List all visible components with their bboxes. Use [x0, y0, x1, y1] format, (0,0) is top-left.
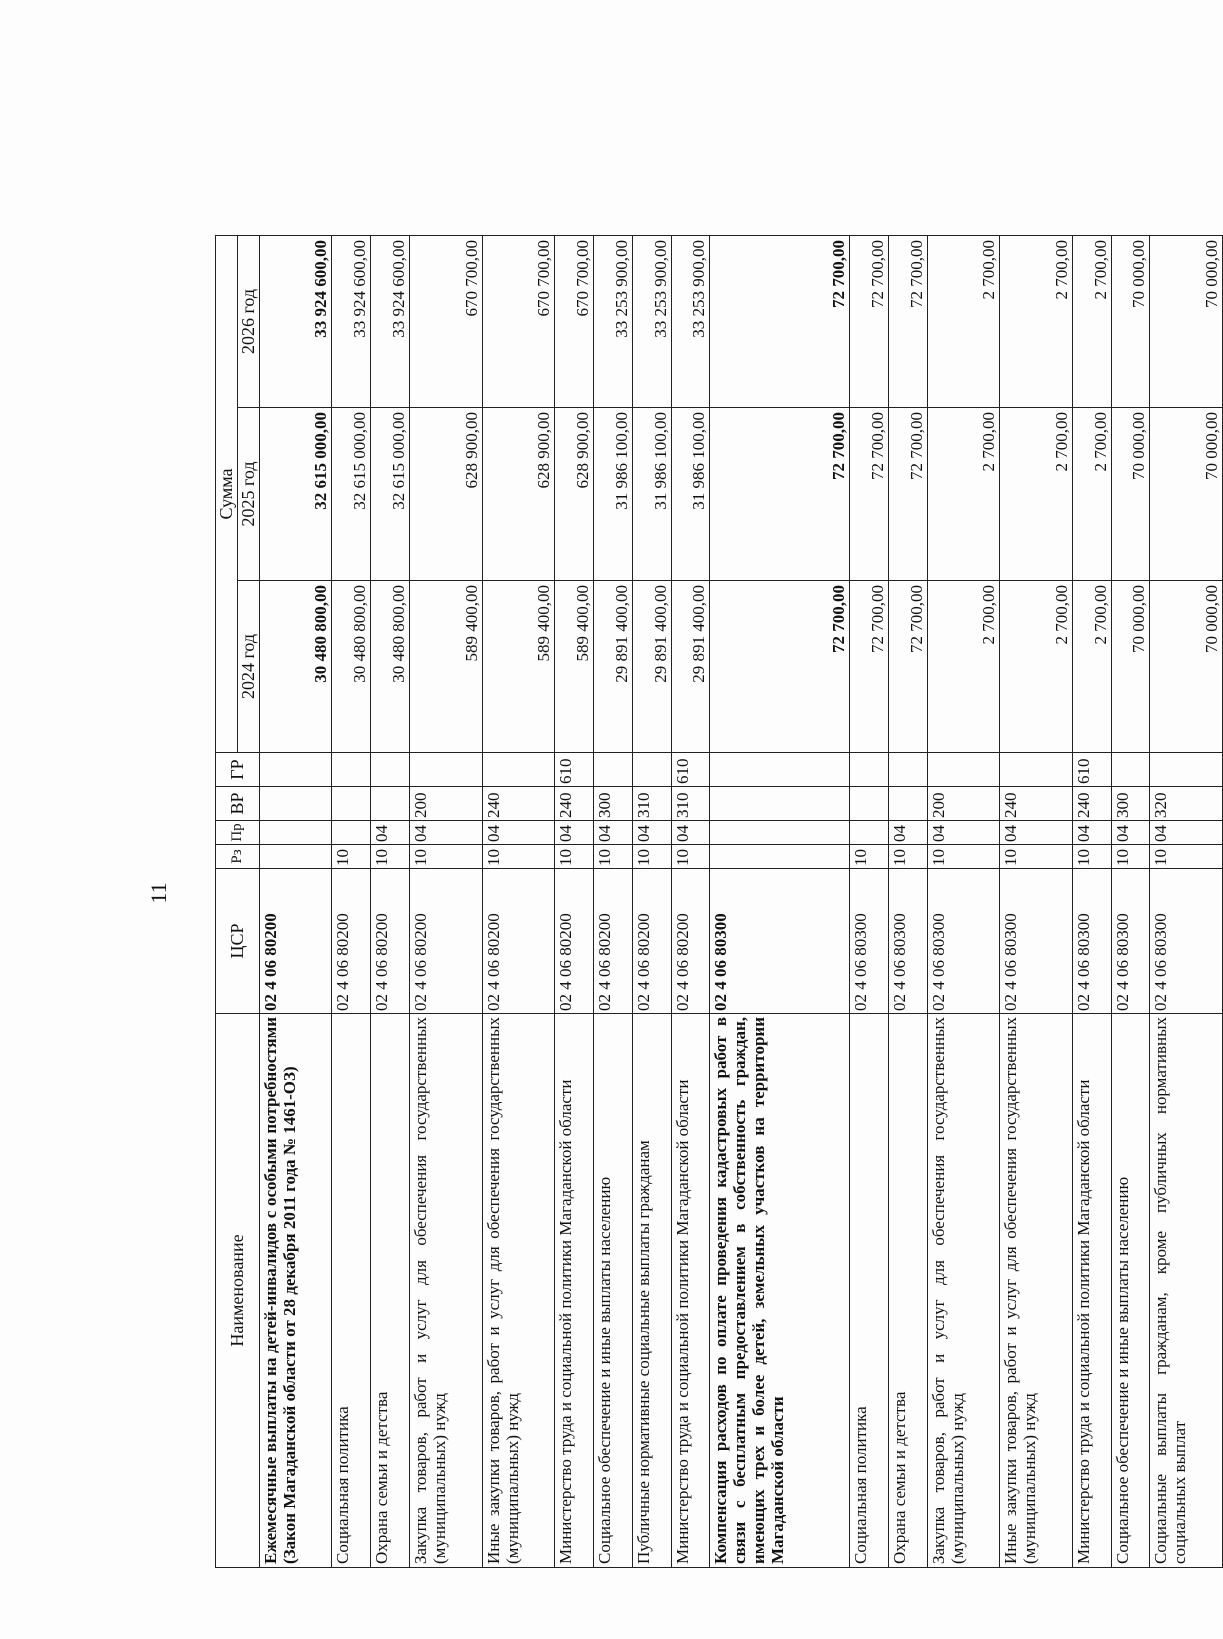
budget-table-container — [215, 236, 1223, 1568]
row-amount-2024: 72 700,00 — [888, 581, 927, 753]
row-csr: 02 4 06 80200 — [332, 869, 371, 1014]
row-pr: 04 — [371, 821, 410, 845]
table-row — [710, 235, 850, 1567]
row-csr: 02 4 06 80200 — [671, 869, 710, 1014]
row-vr: 240 — [482, 787, 554, 821]
page-number: 11 — [146, 882, 171, 904]
row-gr: 610 — [671, 753, 710, 787]
row-vr — [332, 787, 371, 821]
row-amount-2026: 72 700,00 — [850, 235, 889, 407]
row-vr: 200 — [927, 787, 999, 821]
row-amount-2026: 70 000,00 — [1150, 235, 1223, 407]
row-pr: 04 — [410, 821, 482, 845]
table-row — [332, 235, 371, 1567]
row-csr: 02 4 06 80300 — [1111, 869, 1150, 1014]
row-csr: 02 4 06 80200 — [371, 869, 410, 1014]
row-gr — [371, 753, 410, 787]
row-amount-2024: 30 480 800,00 — [332, 581, 371, 753]
row-rz: 10 — [1111, 845, 1150, 869]
row-csr: 02 4 06 80300 — [1000, 869, 1072, 1014]
row-amount-2026: 670 700,00 — [555, 235, 594, 407]
row-csr: 02 4 06 80300 — [850, 869, 889, 1014]
table-row — [260, 235, 332, 1567]
row-rz: 10 — [593, 845, 632, 869]
row-vr: 310 — [632, 787, 671, 821]
row-name: Компенсация расходов по оплате проведения кадастровых работ в связи с бесплатным предоставлением в собственность граждан, имеющих трех и более детей, земельных участков на территории Магаданской области — [710, 1014, 850, 1568]
row-amount-2024: 29 891 400,00 — [671, 581, 710, 753]
row-amount-2025: 72 700,00 — [888, 408, 927, 581]
row-vr: 310 — [671, 787, 710, 821]
table-row — [850, 235, 889, 1567]
row-rz: 10 — [632, 845, 671, 869]
row-amount-2024: 589 400,00 — [410, 581, 482, 753]
row-amount-2024: 29 891 400,00 — [593, 581, 632, 753]
row-amount-2026: 33 253 900,00 — [593, 235, 632, 407]
row-amount-2025: 2 700,00 — [1000, 408, 1072, 581]
header-sum: Сумма — [216, 235, 238, 752]
row-csr: 02 4 06 80300 — [710, 869, 850, 1014]
row-amount-2024: 589 400,00 — [555, 581, 594, 753]
row-csr: 02 4 06 80200 — [482, 869, 554, 1014]
row-pr: 04 — [671, 821, 710, 845]
row-name: Министерство труда и социальной политики Магаданской области — [1072, 1014, 1111, 1568]
table-body — [260, 235, 1223, 1567]
table-row — [888, 235, 927, 1567]
row-amount-2024: 72 700,00 — [710, 581, 850, 753]
table-row — [371, 235, 410, 1567]
row-gr — [710, 753, 850, 787]
row-name: Иные закупки товаров, работ и услуг для обеспечения государственных (муниципальных) нужд — [482, 1014, 554, 1568]
row-amount-2025: 70 000,00 — [1111, 408, 1150, 581]
row-name: Охрана семьи и детства — [371, 1014, 410, 1568]
row-amount-2025: 72 700,00 — [850, 408, 889, 581]
row-gr — [850, 753, 889, 787]
header-vr: ВР — [216, 787, 260, 821]
row-amount-2026: 2 700,00 — [1000, 235, 1072, 407]
row-rz — [260, 845, 332, 869]
row-gr — [410, 753, 482, 787]
table-row — [1150, 235, 1223, 1567]
row-rz: 10 — [850, 845, 889, 869]
row-csr: 02 4 06 80200 — [260, 869, 332, 1014]
row-amount-2024: 30 480 800,00 — [260, 581, 332, 753]
table-row — [927, 235, 999, 1567]
row-amount-2025: 32 615 000,00 — [260, 408, 332, 581]
row-gr — [888, 753, 927, 787]
row-csr: 02 4 06 80300 — [1072, 869, 1111, 1014]
row-pr: 04 — [1150, 821, 1223, 845]
table-row — [1072, 235, 1111, 1567]
row-amount-2024: 70 000,00 — [1111, 581, 1150, 753]
row-amount-2025: 31 986 100,00 — [671, 408, 710, 581]
row-amount-2024: 2 700,00 — [1072, 581, 1111, 753]
row-amount-2026: 70 000,00 — [1111, 235, 1150, 407]
budget-table — [215, 235, 1223, 1568]
row-name: Социальное обеспечение и иные выплаты населению — [1111, 1014, 1150, 1568]
row-vr — [260, 787, 332, 821]
header-csr: ЦСР — [216, 869, 260, 1014]
row-amount-2025: 31 986 100,00 — [632, 408, 671, 581]
table-row — [1000, 235, 1072, 1567]
row-pr: 04 — [1111, 821, 1150, 845]
row-rz: 10 — [927, 845, 999, 869]
row-csr: 02 4 06 80300 — [1150, 869, 1223, 1014]
row-rz — [710, 845, 850, 869]
row-name: Иные закупки товаров, работ и услуг для обеспечения государственных (муниципальных) нужд — [1000, 1014, 1072, 1568]
row-vr: 240 — [1072, 787, 1111, 821]
row-amount-2024: 589 400,00 — [482, 581, 554, 753]
row-amount-2026: 33 924 600,00 — [332, 235, 371, 407]
row-gr — [1111, 753, 1150, 787]
row-name: Ежемесячные выплаты на детей-инвалидов с особыми потребностями (Закон Магаданской области от 28 декабря 2011 года № 1461-ОЗ) — [260, 1014, 332, 1568]
row-amount-2026: 670 700,00 — [410, 235, 482, 407]
row-name: Закупка товаров, работ и услуг для обеспечения государственных (муниципальных) нужд — [410, 1014, 482, 1568]
row-csr: 02 4 06 80200 — [555, 869, 594, 1014]
row-vr: 200 — [410, 787, 482, 821]
header-2024: 2024 год — [238, 581, 260, 753]
row-amount-2025: 2 700,00 — [927, 408, 999, 581]
row-pr: 04 — [632, 821, 671, 845]
row-vr — [850, 787, 889, 821]
row-name: Министерство труда и социальной политики Магаданской области — [671, 1014, 710, 1568]
table-row — [671, 235, 710, 1567]
row-amount-2026: 33 924 600,00 — [371, 235, 410, 407]
row-amount-2026: 33 253 900,00 — [671, 235, 710, 407]
header-rz: Рз — [216, 845, 260, 869]
row-csr: 02 4 06 80200 — [410, 869, 482, 1014]
row-pr — [260, 821, 332, 845]
row-pr — [850, 821, 889, 845]
header-2026: 2026 год — [238, 235, 260, 407]
row-rz: 10 — [555, 845, 594, 869]
row-gr — [927, 753, 999, 787]
row-rz: 10 — [482, 845, 554, 869]
row-amount-2026: 2 700,00 — [927, 235, 999, 407]
row-vr: 240 — [1000, 787, 1072, 821]
row-rz: 10 — [1150, 845, 1223, 869]
row-rz: 10 — [371, 845, 410, 869]
row-vr — [710, 787, 850, 821]
row-name: Социальная политика — [850, 1014, 889, 1568]
row-name: Охрана семьи и детства — [888, 1014, 927, 1568]
row-name: Социальные выплаты гражданам, кроме публичных нормативных социальных выплат — [1150, 1014, 1223, 1568]
row-name: Министерство труда и социальной политики Магаданской области — [555, 1014, 594, 1568]
row-amount-2026: 670 700,00 — [482, 235, 554, 407]
table-row — [482, 235, 554, 1567]
row-vr — [371, 787, 410, 821]
row-amount-2024: 29 891 400,00 — [632, 581, 671, 753]
row-amount-2025: 2 700,00 — [1072, 408, 1111, 581]
row-amount-2025: 72 700,00 — [710, 408, 850, 581]
header-pr: Пр — [216, 821, 260, 845]
row-vr: 300 — [1111, 787, 1150, 821]
header-2025: 2025 год — [238, 408, 260, 581]
row-amount-2025: 628 900,00 — [410, 408, 482, 581]
row-vr: 240 — [555, 787, 594, 821]
row-amount-2026: 72 700,00 — [710, 235, 850, 407]
row-name: Закупка товаров, работ и услуг для обеспечения государственных (муниципальных) нужд — [927, 1014, 999, 1568]
row-vr — [888, 787, 927, 821]
row-pr: 04 — [593, 821, 632, 845]
row-amount-2025: 32 615 000,00 — [332, 408, 371, 581]
row-amount-2024: 30 480 800,00 — [371, 581, 410, 753]
row-amount-2024: 2 700,00 — [1000, 581, 1072, 753]
table-row — [593, 235, 632, 1567]
row-pr — [332, 821, 371, 845]
row-gr: 610 — [1072, 753, 1111, 787]
row-vr: 300 — [593, 787, 632, 821]
row-rz: 10 — [1072, 845, 1111, 869]
row-csr: 02 4 06 80300 — [927, 869, 999, 1014]
row-pr: 04 — [1072, 821, 1111, 845]
row-amount-2024: 2 700,00 — [927, 581, 999, 753]
row-gr: 610 — [555, 753, 594, 787]
row-gr — [260, 753, 332, 787]
row-rz: 10 — [1000, 845, 1072, 869]
row-amount-2026: 33 253 900,00 — [632, 235, 671, 407]
row-gr — [1000, 753, 1072, 787]
row-gr — [1150, 753, 1223, 787]
row-amount-2025: 628 900,00 — [555, 408, 594, 581]
row-pr: 04 — [888, 821, 927, 845]
row-rz: 10 — [671, 845, 710, 869]
row-pr: 04 — [1000, 821, 1072, 845]
row-amount-2026: 33 924 600,00 — [260, 235, 332, 407]
row-rz: 10 — [888, 845, 927, 869]
row-amount-2025: 70 000,00 — [1150, 408, 1223, 581]
row-name: Публичные нормативные социальные выплаты гражданам — [632, 1014, 671, 1568]
row-pr: 04 — [555, 821, 594, 845]
row-gr — [632, 753, 671, 787]
row-pr: 04 — [927, 821, 999, 845]
row-amount-2026: 2 700,00 — [1072, 235, 1111, 407]
table-row — [632, 235, 671, 1567]
row-gr — [332, 753, 371, 787]
header-name: Наименование — [216, 1014, 260, 1568]
row-pr — [710, 821, 850, 845]
row-pr: 04 — [482, 821, 554, 845]
row-amount-2024: 70 000,00 — [1150, 581, 1223, 753]
table-row — [410, 235, 482, 1567]
row-csr: 02 4 06 80300 — [888, 869, 927, 1014]
row-amount-2025: 32 615 000,00 — [371, 408, 410, 581]
row-amount-2024: 72 700,00 — [850, 581, 889, 753]
row-rz: 10 — [332, 845, 371, 869]
row-csr: 02 4 06 80200 — [593, 869, 632, 1014]
row-csr: 02 4 06 80200 — [632, 869, 671, 1014]
row-amount-2025: 628 900,00 — [482, 408, 554, 581]
table-row — [1111, 235, 1150, 1567]
row-gr — [593, 753, 632, 787]
row-amount-2026: 72 700,00 — [888, 235, 927, 407]
row-name: Социальная политика — [332, 1014, 371, 1568]
row-rz: 10 — [410, 845, 482, 869]
row-vr: 320 — [1150, 787, 1223, 821]
row-name: Социальное обеспечение и иные выплаты населению — [593, 1014, 632, 1568]
row-amount-2025: 31 986 100,00 — [593, 408, 632, 581]
table-row — [555, 235, 594, 1567]
header-gr: ГР — [216, 753, 260, 787]
row-gr — [482, 753, 554, 787]
